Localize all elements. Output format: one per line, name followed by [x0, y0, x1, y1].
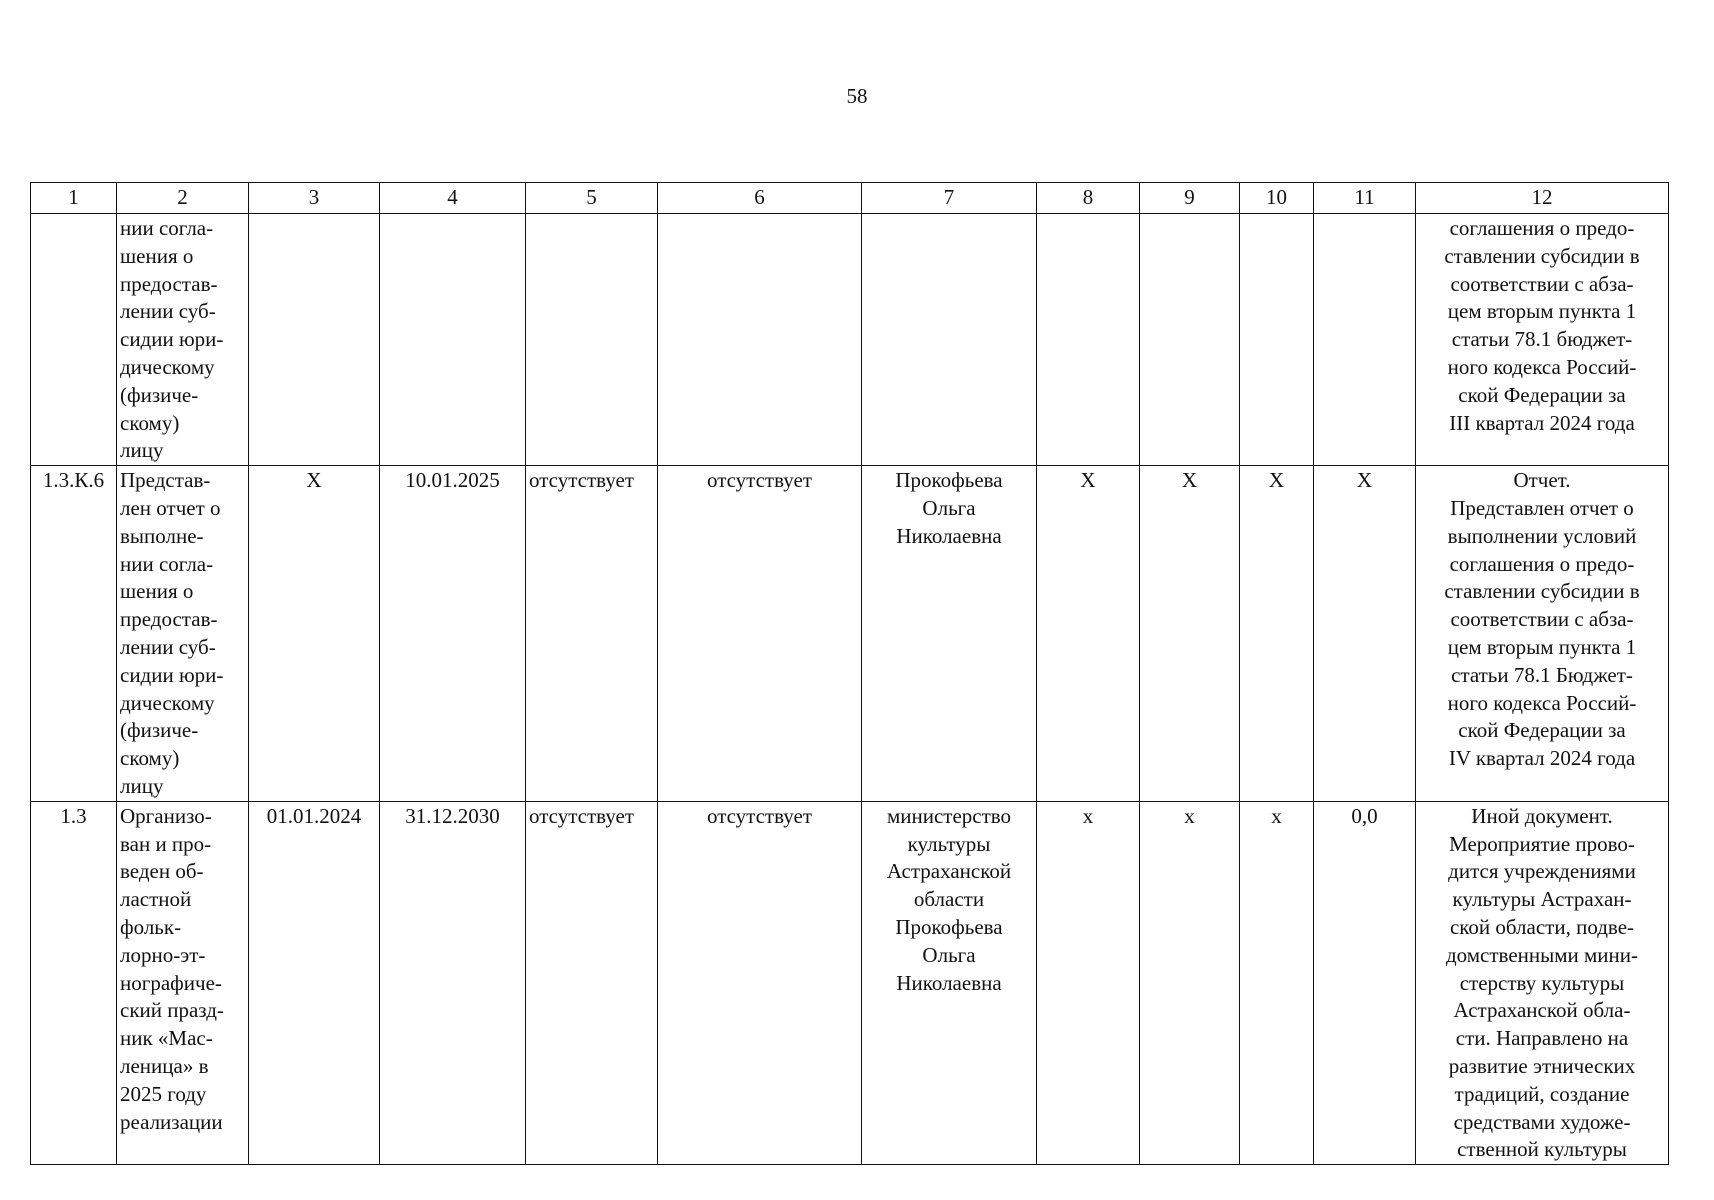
cell-number: [31, 214, 117, 466]
cell-col10: X: [1240, 466, 1314, 802]
cell-document: [1416, 466, 1669, 802]
cell-line: лен отчет о: [120, 495, 221, 520]
cell-line: министерство: [886, 803, 1012, 828]
cell-line: нографиче-: [120, 970, 222, 995]
cell-responsible: [862, 214, 1037, 466]
cell-start-date: X: [249, 466, 380, 802]
cell-line: ставлении субсидии в: [1444, 243, 1640, 268]
cell-line: реализации: [120, 1109, 223, 1134]
cell-end-date: 10.01.2025: [380, 466, 526, 802]
cell-line: соглашения о предо-: [1449, 216, 1635, 240]
cell-line: ской Федерации за: [1458, 382, 1626, 407]
cell-col9: [1140, 214, 1240, 466]
cell-name: [117, 466, 249, 802]
cell-line: выполне-: [120, 523, 204, 548]
cell-line: Представлен отчет о: [1450, 495, 1634, 520]
cell-line: ской области, подве-: [1449, 914, 1635, 939]
cell-line: нии согла-: [120, 551, 214, 576]
cell-line: соответствии с абза-: [1450, 271, 1634, 296]
cell-number: 1.3.К.6: [31, 466, 117, 802]
cell-line: сидии юри-: [120, 662, 224, 687]
cell-line: культуры: [907, 831, 991, 856]
cell-line: ский празд-: [120, 998, 224, 1023]
cell-line: леница» в: [120, 1053, 209, 1078]
cell-line: фольк-: [120, 914, 182, 939]
cell-line: ного кодекса Россий-: [1447, 690, 1637, 715]
cell-line: (физиче-: [120, 382, 199, 407]
cell-line: IV квартал 2024 года: [1448, 746, 1636, 771]
cell-line: дическому: [120, 354, 215, 379]
cell-responsible: [862, 466, 1037, 802]
cell-line: выполнении условий: [1447, 523, 1637, 548]
cell-line: предостав-: [120, 271, 218, 296]
cell-col8: X: [1037, 466, 1140, 802]
cell-line: лорно-эт-: [120, 942, 206, 967]
cell-col6: отсутствует: [658, 466, 862, 802]
cell-col9: X: [1140, 466, 1240, 802]
cell-line: статьи 78.1 бюджет-: [1451, 327, 1633, 352]
cell-col10: x: [1240, 801, 1314, 1164]
cell-line: ного кодекса Россий-: [1447, 354, 1637, 379]
column-number: 9: [1140, 183, 1240, 214]
cell-line: шения о: [120, 243, 194, 268]
cell-col10: [1240, 214, 1314, 466]
cell-line: лении суб-: [120, 634, 216, 659]
cell-col11: 0,0: [1314, 801, 1416, 1164]
cell-line: 2025 году: [120, 1081, 207, 1106]
cell-responsible: [862, 801, 1037, 1164]
cell-line: лении суб-: [120, 299, 216, 324]
cell-line: ской Федерации за: [1458, 718, 1626, 743]
column-number: 8: [1037, 183, 1140, 214]
column-number: 1: [31, 183, 117, 214]
cell-line: скому): [120, 410, 180, 435]
cell-line: Астраханской: [886, 859, 1012, 884]
column-number: 7: [862, 183, 1037, 214]
cell-line: Астраханской обла-: [1453, 998, 1631, 1023]
cell-line: Прокофьева: [895, 914, 1003, 939]
cell-col8: [1037, 214, 1140, 466]
cell-line: Иной документ.: [1471, 803, 1613, 828]
column-number: 3: [249, 183, 380, 214]
cell-start-date: [249, 214, 380, 466]
cell-line: ластной: [120, 887, 192, 912]
cell-col5: [526, 214, 658, 466]
cell-name: [117, 214, 249, 466]
column-number: 11: [1314, 183, 1416, 214]
cell-line: скому): [120, 746, 180, 771]
cell-end-date: 31.12.2030: [380, 801, 526, 1164]
cell-line: Мероприятие прово-: [1449, 831, 1635, 856]
cell-line: Ольга: [922, 495, 976, 520]
cell-col11: X: [1314, 466, 1416, 802]
cell-col6: [658, 214, 862, 466]
cell-end-date: [380, 214, 526, 466]
cell-line: средствами художе-: [1453, 1109, 1631, 1134]
cell-line: дится учреждениями: [1448, 859, 1636, 884]
cell-col9: x: [1140, 801, 1240, 1164]
column-number: 6: [658, 183, 862, 214]
cell-line: ван и про-: [120, 831, 212, 856]
cell-col6: отсутствует: [658, 801, 862, 1164]
cell-line: Николаевна: [896, 970, 1002, 995]
cell-line: Отчет.: [1513, 468, 1571, 493]
cell-line: веден об-: [120, 859, 204, 884]
table-row: [31, 466, 1669, 802]
column-number: 10: [1240, 183, 1314, 214]
cell-line: дическому: [120, 690, 215, 715]
cell-line: ставлении субсидии в: [1444, 579, 1640, 604]
cell-start-date: 01.01.2024: [249, 801, 380, 1164]
cell-col5: отсутствует: [526, 801, 658, 1164]
cell-col5: отсутствует: [526, 466, 658, 802]
cell-line: области: [913, 887, 985, 912]
cell-line: развитие этнических: [1448, 1053, 1636, 1078]
column-number: 4: [380, 183, 526, 214]
cell-line: Николаевна: [896, 523, 1002, 548]
cell-line: Представ-: [120, 468, 211, 493]
cell-line: (физиче-: [120, 718, 199, 743]
cell-line: соглашения о предо-: [1449, 551, 1635, 576]
cell-line: сидии юри-: [120, 327, 224, 352]
cell-line: культуры Астрахан-: [1452, 887, 1632, 912]
cell-name: [117, 801, 249, 1164]
column-number: 2: [117, 183, 249, 214]
cell-document: [1416, 214, 1669, 466]
cell-line: Ольга: [922, 942, 976, 967]
cell-line: лицу: [120, 438, 164, 463]
column-number: 5: [526, 183, 658, 214]
cell-document: [1416, 801, 1669, 1164]
cell-line: соответствии с абза-: [1450, 607, 1634, 632]
table-row: [31, 214, 1669, 466]
cell-col11: [1314, 214, 1416, 466]
cell-line: Организо-: [120, 803, 212, 828]
cell-line: III квартал 2024 года: [1449, 410, 1635, 435]
cell-line: нии согла-: [120, 216, 214, 240]
column-number-row: [31, 183, 1669, 214]
cell-line: домственными мини-: [1445, 942, 1639, 967]
report-table: [30, 182, 1669, 1165]
cell-line: статьи 78.1 Бюджет-: [1451, 662, 1633, 687]
cell-line: ственной культуры: [1457, 1137, 1627, 1162]
cell-line: цем вторым пункта 1: [1447, 634, 1637, 659]
cell-line: стерству культуры: [1459, 970, 1625, 995]
cell-number: 1.3: [31, 801, 117, 1164]
cell-line: предостав-: [120, 607, 218, 632]
cell-line: цем вторым пункта 1: [1447, 299, 1637, 324]
cell-line: ник «Мас-: [120, 1026, 213, 1051]
cell-line: шения о: [120, 579, 194, 604]
cell-line: традиций, создание: [1454, 1081, 1630, 1106]
table-row: [31, 801, 1669, 1164]
page-number: 58: [846, 84, 868, 108]
cell-col8: x: [1037, 801, 1140, 1164]
cell-line: лицу: [120, 773, 164, 798]
column-number: 12: [1416, 183, 1669, 214]
cell-line: Прокофьева: [895, 468, 1003, 493]
cell-line: сти. Направлено на: [1455, 1026, 1629, 1051]
